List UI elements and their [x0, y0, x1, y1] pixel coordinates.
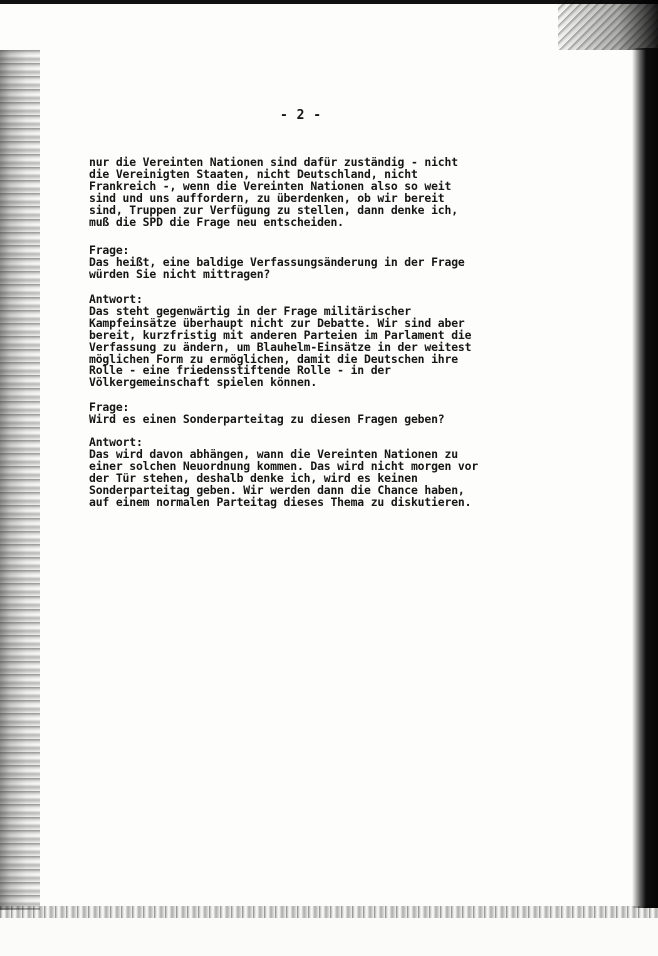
text-line: sind und uns auffordern, zu überdenken, ob wir bereit [89, 190, 445, 205]
answer-label: Antwort: [89, 292, 143, 306]
text-line: Das heißt, eine baldige Verfassungsänderung in der Frage [89, 254, 465, 269]
text-line: Frankreich -, wenn die Vereinten Nationen also so weit [89, 178, 452, 193]
paragraph-continuation [89, 157, 529, 228]
text-line: Kampfeinsätze überhaupt nicht zur Debatte. Wir sind aber [89, 315, 465, 330]
text-line: muß die SPD die Frage neu entscheiden. [89, 214, 344, 229]
text-line: sind, Truppen zur Verfügung zu stellen, dann denke ich, [89, 202, 458, 217]
scan-left-edge-noise [0, 50, 40, 910]
scan-corner-noise [558, 0, 658, 50]
text-line: nur die Vereinten Nationen sind dafür zuständig - nicht [89, 155, 458, 169]
text-line: Das steht gegenwärtig in der Frage militärischer [89, 303, 411, 318]
text-line: einer solchen Neuordnung kommen. Das wird nicht morgen vor [89, 458, 479, 473]
text-line: Rolle - eine friedensstiftende Rolle - in der [89, 363, 391, 378]
question-block-1 [89, 245, 529, 281]
text-line: die Vereinigten Staaten, nicht Deutschland, nicht [89, 166, 418, 181]
text-line: auf einem normalen Parteitag dieses Thema zu diskutieren. [89, 494, 472, 509]
text-line: möglichen Form zu ermöglichen, damit die Deutschen ihre [89, 351, 458, 366]
text-line: Sonderparteitag geben. Wir werden dann die Chance haben, [89, 482, 465, 497]
text-line: bereit, kurzfristig mit anderen Parteien im Parlament die [89, 327, 472, 342]
question-label: Frage: [89, 243, 130, 257]
answer-label: Antwort: [89, 435, 143, 449]
text-line: würden Sie nicht mittragen? [89, 266, 271, 281]
scan-bottom-margin [0, 918, 658, 956]
scan-right-edge-shadow [632, 48, 658, 908]
page-number: - 2 - [280, 108, 322, 123]
text-line: Verfassung zu ändern, um Blauhelm-Einsätze in der weitest [89, 339, 472, 354]
answer-block-1 [89, 294, 529, 389]
question-label: Frage: [89, 400, 130, 414]
text-line: Das wird davon abhängen, wann die Vereinten Nationen zu [89, 446, 458, 461]
answer-block-2 [89, 437, 529, 508]
text-line: Wird es einen Sonderparteitag zu diesen Fragen geben? [89, 411, 445, 426]
text-line: Völkergemeinschaft spielen können. [89, 375, 318, 390]
question-block-2 [89, 402, 529, 426]
text-line: der Tür stehen, deshalb denke ich, wird es keinen [89, 470, 418, 485]
